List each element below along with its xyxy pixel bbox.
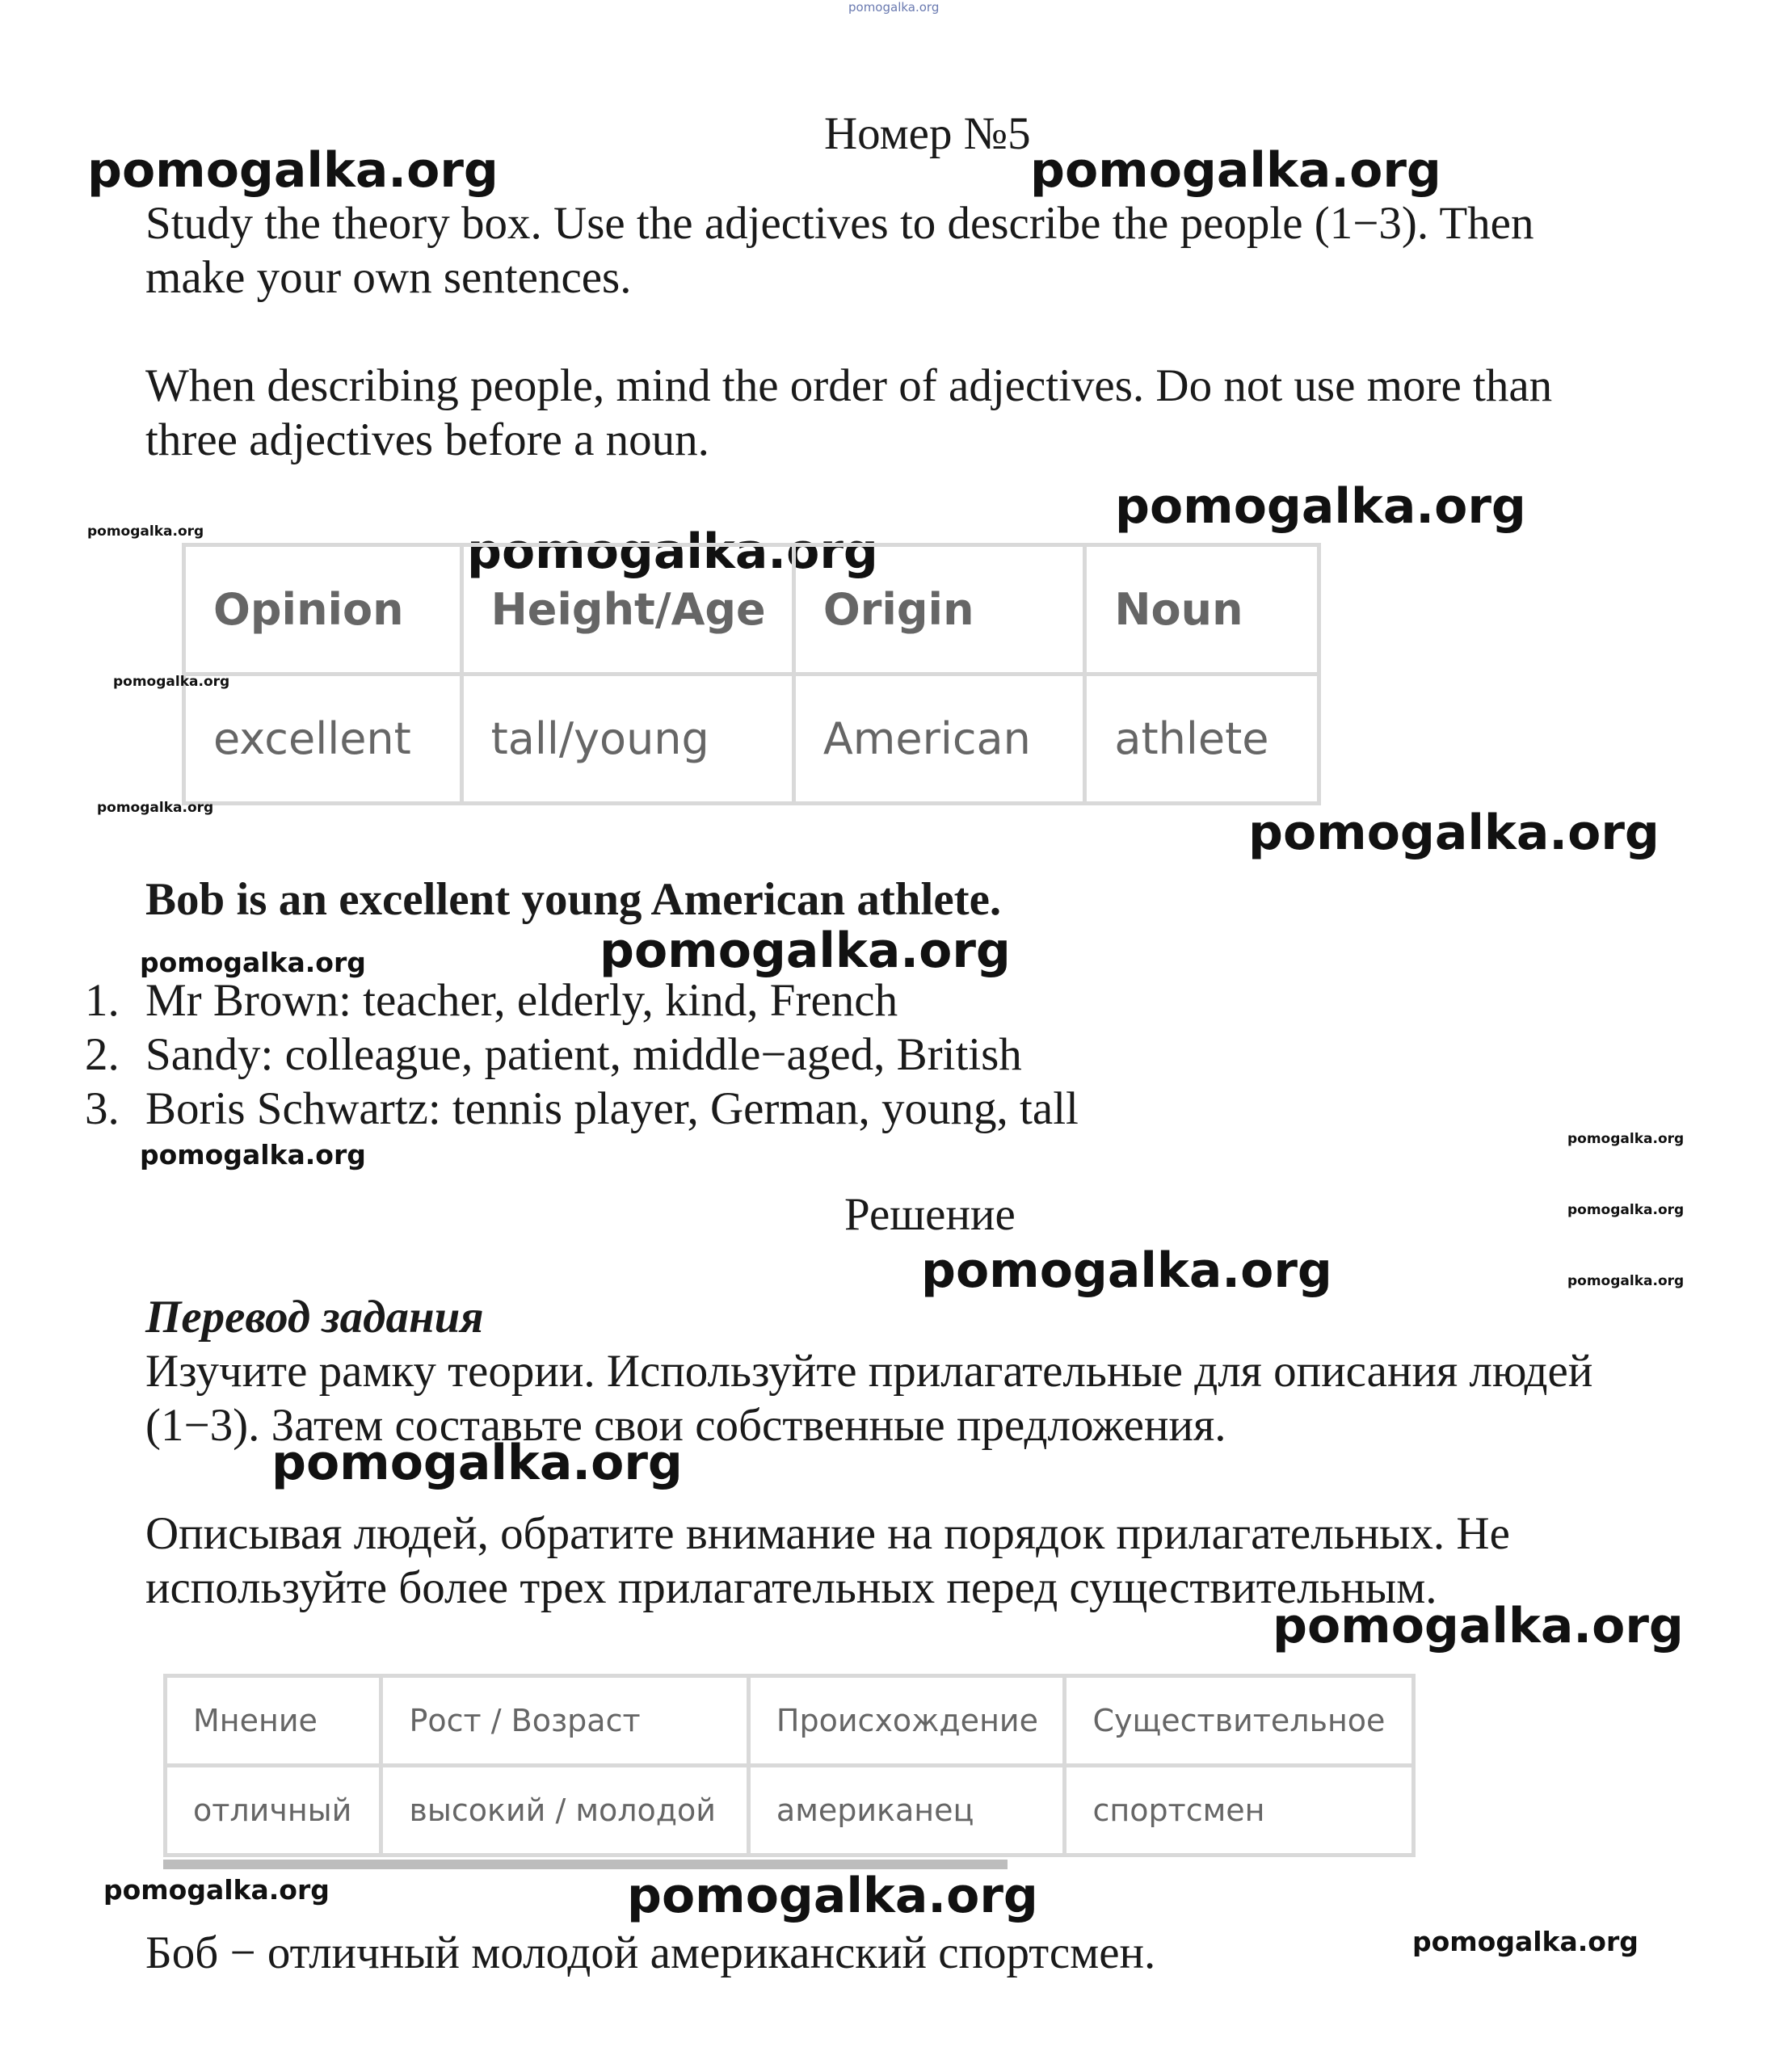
table-cell: отличный xyxy=(166,1766,381,1856)
watermark: pomogalka.org xyxy=(1248,805,1660,861)
watermark: pomogalka.org xyxy=(1115,478,1526,535)
table-header-cell: Существительное xyxy=(1065,1676,1414,1766)
watermark: pomogalka.org xyxy=(1412,1926,1639,1957)
table-header-cell: Origin xyxy=(793,545,1085,675)
list-item xyxy=(85,1028,1079,1082)
table-cell: высокий / молодой xyxy=(381,1766,748,1856)
table-header-cell: Происхождение xyxy=(748,1676,1065,1766)
table-cell: American xyxy=(793,675,1085,804)
watermark: pomogalka.org xyxy=(1567,1131,1685,1147)
watermark: pomogalka.org xyxy=(87,523,204,540)
theory-table xyxy=(182,543,1321,805)
table-header-cell: Height/Age xyxy=(461,545,793,675)
watermark: pomogalka.org xyxy=(600,923,1011,979)
watermark: pomogalka.org xyxy=(1030,142,1441,199)
table-row xyxy=(184,675,1319,804)
list-item-number: 2. xyxy=(85,1029,120,1080)
theory-table-translated xyxy=(163,1674,1416,1857)
watermark: pomogalka.org xyxy=(921,1242,1332,1299)
translation-instruction-line-2: (1−3). Затем составьте свои собственные предложения. xyxy=(145,1400,1226,1451)
table-header-cell: Noun xyxy=(1085,545,1319,675)
table-cell: athlete xyxy=(1085,675,1319,804)
watermark: pomogalka.org xyxy=(113,674,230,690)
table-cell: excellent xyxy=(184,675,462,804)
list-item xyxy=(85,1082,1079,1136)
example-sentence: Bob is an excellent young American athlete. xyxy=(145,874,1002,925)
list-item-text: Mr Brown: teacher, elderly, kind, French xyxy=(145,975,898,1026)
watermark: pomogalka.org xyxy=(1567,1273,1685,1289)
list-item xyxy=(85,973,1079,1028)
solution-heading: Решение xyxy=(844,1189,1016,1240)
watermark: pomogalka.org xyxy=(467,523,878,580)
translation-instruction-line-1: Изучите рамку теории. Используйте прилагательные для описания людей xyxy=(145,1346,1593,1397)
table-cell: tall/young xyxy=(461,675,793,804)
task-instruction-line-1: Study the theory box. Use the adjectives to describe the people (1−3). Then xyxy=(145,198,1534,249)
watermark: pomogalka.org xyxy=(103,1874,330,1906)
table-header-cell: Мнение xyxy=(166,1676,381,1766)
list-item-text: Boris Schwartz: tennis player, German, young, tall xyxy=(145,1083,1079,1134)
list-item-number: 1. xyxy=(85,975,120,1026)
task-instruction-line-2: make your own sentences. xyxy=(145,252,632,303)
theory-table-header-row xyxy=(184,545,1319,675)
table-header-cell: Рост / Возраст xyxy=(381,1676,748,1766)
watermark: pomogalka.org xyxy=(1567,1202,1685,1218)
translation-theory-line-2: используйте более трех прилагательных перед существительным. xyxy=(145,1562,1437,1613)
theory-line-1: When describing people, mind the order of adjectives. Do not use more than xyxy=(145,360,1553,411)
theory-line-2: three adjectives before a noun. xyxy=(145,414,709,465)
watermark: pomogalka.org xyxy=(1273,1598,1684,1654)
table-cell: спортсмен xyxy=(1065,1766,1414,1856)
translation-theory-line-1: Описывая людей, обратите внимание на порядок прилагательных. Не xyxy=(145,1508,1510,1559)
table-cell: американец xyxy=(748,1766,1065,1856)
translation-heading: Перевод задания xyxy=(145,1292,484,1343)
watermark: pomogalka.org xyxy=(627,1868,1038,1924)
watermark: pomogalka.org xyxy=(140,947,366,978)
list-item-number: 3. xyxy=(85,1083,120,1134)
page-title: Номер №5 xyxy=(824,108,1031,159)
watermark: pomogalka.org xyxy=(271,1435,683,1491)
watermark: pomogalka.org xyxy=(97,800,214,816)
watermark-top: pomogalka.org xyxy=(848,0,940,15)
watermark: pomogalka.org xyxy=(140,1139,366,1170)
table-row xyxy=(166,1766,1414,1856)
people-list xyxy=(85,973,1079,1136)
table-header-cell: Opinion xyxy=(184,545,462,675)
watermark: pomogalka.org xyxy=(87,142,499,199)
theory-table-header-row xyxy=(166,1676,1414,1766)
list-item-text: Sandy: colleague, patient, middle−aged, British xyxy=(145,1029,1022,1080)
translated-example-sentence: Боб − отличный молодой американский спортсмен. xyxy=(145,1927,1156,1978)
